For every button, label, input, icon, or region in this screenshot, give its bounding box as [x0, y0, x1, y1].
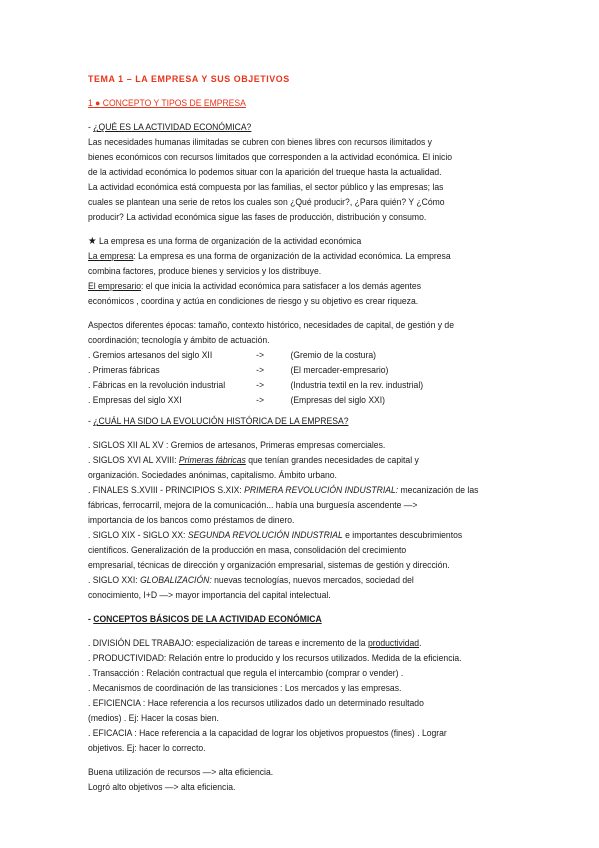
paragraph-line: Las necesidades humanas ilimitadas se cubren con bienes libres con recursos ilimitados y: [88, 137, 432, 147]
question-heading-concepts: - CONCEPTOS BÁSICOS DE LA ACTIVIDAD ECONÓMICA: [88, 614, 322, 624]
paragraph-line: científicos. Generalización de la producción en masa, consolidación del crecimiento: [88, 545, 407, 555]
paragraph-line: . PRODUCTIVIDAD: Relación entre lo producido y los recursos utilizados. Medida de la eficiencia.: [88, 653, 462, 663]
paragraph-line: económicos , coordina y actúa en condiciones de riesgo y su objetivo es crear riqueza.: [88, 296, 419, 306]
question-heading-activity: - ¿QUÉ ES LA ACTIVIDAD ECONÓMICA?: [88, 122, 252, 132]
star-icon: ★: [88, 236, 97, 247]
paragraph-line: . EFICIENCIA : Hace referencia a los recursos utilizados dado un determinado resultado: [88, 698, 424, 708]
empresario-definition: El empresario: el que inicia la actividad económica para satisfacer a los demás agentes: [88, 281, 422, 291]
question-heading-evolution: - ¿CUÁL HA SIDO LA EVOLUCIÓN HISTÓRICA DE LA EMPRESA?: [88, 416, 349, 426]
paragraph-line: conocimiento, I+D —> mayor importancia del capital intelectual.: [88, 590, 331, 600]
paragraph-line: objetivos. Ej: hacer lo correcto.: [88, 743, 206, 753]
paragraph-line: (medios) . Ej: Hacer la cosas bien.: [88, 713, 219, 723]
paragraph-line: . EFICACIA : Hace referencia a la capacidad de lograr los objetivos propuestos (fines) . Lograr: [88, 728, 447, 738]
paragraph-line: . DIVISIÓN DEL TRABAJO: especialización de tareas e incremento de la productividad.: [88, 638, 422, 648]
paragraph-line: Buena utilización de recursos —> alta eficiencia.: [88, 767, 274, 777]
paragraph-line: Logró alto objetivos —> alta eficiencia.: [88, 782, 236, 792]
document-title: TEMA 1 – LA EMPRESA Y SUS OBJETIVOS: [88, 74, 290, 84]
paragraph-line: . SIGLO XXI: GLOBALIZACIÓN: nuevas tecnologías, nuevos mercados, sociedad del: [88, 575, 414, 585]
paragraph-line: . SIGLO XIX - SIGLO XX: SEGUNDA REVOLUCIÓN INDUSTRIAL e importantes descubrimientos: [88, 530, 463, 540]
aspect-row: . Gremios artesanos del siglo XII -> (Gremio de la costura): [88, 350, 376, 360]
aspect-row: . Empresas del siglo XXI -> (Empresas del siglo XXI): [88, 395, 386, 405]
paragraph-line: importancia de los bancos como préstamos de dinero.: [88, 515, 295, 525]
paragraph-line: bienes económicos con recursos limitados que corresponden a la actividad económica. El inicio: [88, 152, 453, 162]
star-definition: ★ La empresa es una forma de organización de la actividad económica: [88, 236, 362, 247]
empresa-definition: La empresa: La empresa es una forma de organización de la actividad económica. La empresa: [88, 251, 451, 261]
paragraph-line: Aspectos diferentes épocas: tamaño, contexto histórico, necesidades de capital, de gestión y de: [88, 320, 454, 330]
aspect-row: . Fábricas en la revolución industrial -> (Industria textil en la rev. industrial): [88, 380, 424, 390]
section-heading: 1 ● CONCEPTO Y TIPOS DE EMPRESA: [88, 98, 246, 108]
paragraph-line: empresarial, técnicas de dirección y organización empresarial, sistemas de gestión y dirección.: [88, 560, 450, 570]
paragraph-line: . FINALES S.XVIII - PRINCIPIOS S.XIX: PRIMERA REVOLUCIÓN INDUSTRIAL: mecanización de las: [88, 485, 479, 495]
paragraph-line: producir? La actividad económica sigue las fases de producción, distribución y consumo.: [88, 212, 427, 222]
document-body: [88, 72, 501, 795]
paragraph-line: . Transacción : Relación contractual que regula el intercambio (comprar o vender) .: [88, 668, 404, 678]
paragraph-line: de la actividad económica lo podemos situar con la aparición del trueque hasta la actualidad.: [88, 167, 442, 177]
paragraph-line: combina factores, produce bienes y servicios y los distribuye.: [88, 266, 322, 276]
paragraph-line: . SIGLOS XII AL XV : Gremios de artesanos, Primeras empresas comerciales.: [88, 440, 386, 450]
paragraph-line: fábricas, ferrocarril, mejora de la comunicación... había una burguesía ascendente —>: [88, 500, 418, 510]
paragraph-line: coordinación; tecnología y ámbito de actuación.: [88, 335, 270, 345]
paragraph-line: . SIGLOS XVI AL XVIII: Primeras fábricas que tenían grandes necesidades de capital y: [88, 455, 419, 465]
paragraph-line: La actividad económica está compuesta por las familias, el sector público y las empresas; las: [88, 182, 444, 192]
paragraph-line: organización. Sociedades anónimas, capitalismo. Ámbito urbano.: [88, 470, 337, 480]
paragraph-line: . Mecanismos de coordinación de las transiciones : Los mercados y las empresas.: [88, 683, 402, 693]
aspect-row: . Primeras fábricas -> (El mercader-empresario): [88, 365, 389, 375]
paragraph-line: cuales se plantean una serie de retos los cuales son ¿Qué producir?, ¿Para quién? Y ¿Cómo: [88, 197, 445, 207]
